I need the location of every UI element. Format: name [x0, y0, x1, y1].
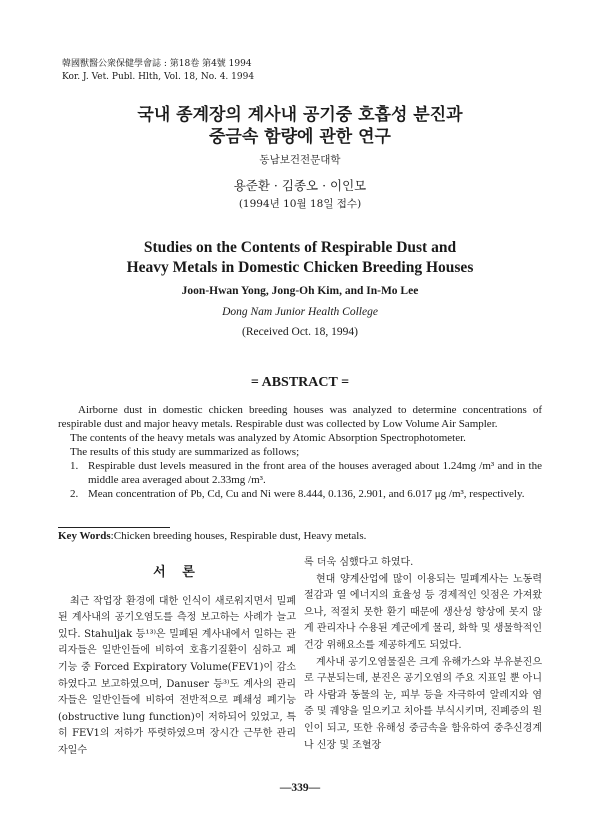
korean-received-date: (1994년 10월 18일 접수): [238, 198, 362, 210]
abstract-paragraph: The results of this study are summarized as follows;: [70, 446, 300, 458]
body-right-column: [304, 555, 542, 754]
keywords-label: Key Words: [58, 530, 111, 542]
english-title-line1: Studies on the Contents of Respirable Dust and: [143, 239, 457, 256]
abstract-heading: = ABSTRACT =: [250, 375, 350, 390]
keywords: [58, 530, 542, 542]
keywords-divider: [58, 527, 170, 528]
list-item-text: Mean concentration of Pb, Cd, Cu and Ni were 8.444, 0.136, 2.901, and 6.017 μg /m³, respectively.: [88, 488, 525, 500]
body-paragraph: 록 더욱 심했다고 하였다.: [304, 557, 414, 568]
list-item-text: Respirable dust levels measured in the front area of the houses averaged about 1.24mg /m³ and in the middle area averaged about 2.33mg /m³.: [88, 460, 542, 486]
english-received-date: (Received Oct. 18, 1994): [242, 326, 358, 338]
keywords-text: :Chicken breeding houses, Respirable dust, Heavy metals.: [110, 530, 367, 542]
english-authors: Joon-Hwan Yong, Jong-Oh Kim, and In-Mo Lee: [181, 285, 419, 297]
page-number: —339—: [279, 782, 321, 794]
korean-title-line2: 중금속 함량에 관한 연구: [209, 127, 391, 147]
abstract-list-item: [58, 487, 542, 501]
korean-title-line1: 국내 종계장의 계사내 공기중 호흡성 분진과: [137, 105, 463, 125]
abstract-paragraph: The contents of the heavy metals was analyzed by Atomic Absorption Spectrophotometer.: [70, 432, 466, 444]
english-title-line2: Heavy Metals in Domestic Chicken Breeding Houses: [126, 259, 474, 276]
body-paragraph: 최근 작업장 환경에 대한 인식이 새로워지면서 밀폐된 계사내의 공기오염도를 측정 보고하는 사례가 늘고 있다. Stahuljak 등¹³⁾은 밀폐된 계사내에서 일하는 관리자들은 일반인들에 비하여 호흡기질환이 심하고 폐기능 중 Forced Expiratory Volume(FEV1)이 감소하였다고 보고하였으며, Danuser 등³⁾도 계사의 관리자들은 일반인들에 비하여 전반적으로 폐쇄성 폐기능 (obstructive lung function)이 저하되어 있었고, 특히 FEV1의 저하가 뚜렷하였으며 장시간 근무한 관리자일수: [58, 595, 296, 756]
korean-institution: 동남보건전문대학: [259, 154, 341, 166]
journal-header: [62, 58, 254, 84]
list-item-number: 1.: [70, 460, 79, 472]
list-item-number: 2.: [70, 488, 79, 500]
body-paragraph: 계사내 공기오염물질은 크게 유해가스와 부유분진으로 구분되는데, 분진은 공기오염의 주요 지표일 뿐 아니라 사람과 동물의 눈, 피부 등을 자극하여 알레지와 염증 및 궤양을 일으키고 치아를 부식시키며, 진폐증의 원인이 되고, 또한 유해성 중금속을 함유하여 중추신경계나 신장 및 조혈장: [304, 656, 542, 751]
english-institution: Dong Nam Junior Health College: [222, 306, 378, 318]
abstract-paragraph: Airborne dust in domestic chicken breeding houses was analyzed to determine concentrations of respirable dust and major heavy metals. Respirable dust was collected by Low Volume Air Sampler.: [58, 404, 542, 430]
korean-title: [0, 104, 600, 148]
korean-authors: 용준환 · 김종오 · 이인모: [233, 178, 367, 193]
journal-line-korean: 韓國獸醫公衆保健學會誌 : 第18卷 第4號 1994: [62, 59, 252, 69]
body-paragraph: 현대 양계산업에 많이 이용되는 밀폐계사는 노동력 절감과 열 에너지의 효율성 등 경제적인 잇점은 가져왔으나, 적절치 못한 환기 때문에 생산성 향상에 못지 않게 관리자나 수용된 계군에게 물리, 화학 및 생물학적인 건강 위해요소를 제공하게도 되었다.: [304, 573, 542, 651]
journal-line-english: Kor. J. Vet. Publ. Hlth, Vol. 18, No. 4. 1994: [62, 72, 255, 82]
english-title: [0, 238, 600, 278]
section-heading: 서 론: [153, 565, 201, 580]
abstract-list-item: [58, 459, 542, 487]
abstract-body: [58, 403, 542, 501]
body-left-column: [58, 555, 296, 760]
